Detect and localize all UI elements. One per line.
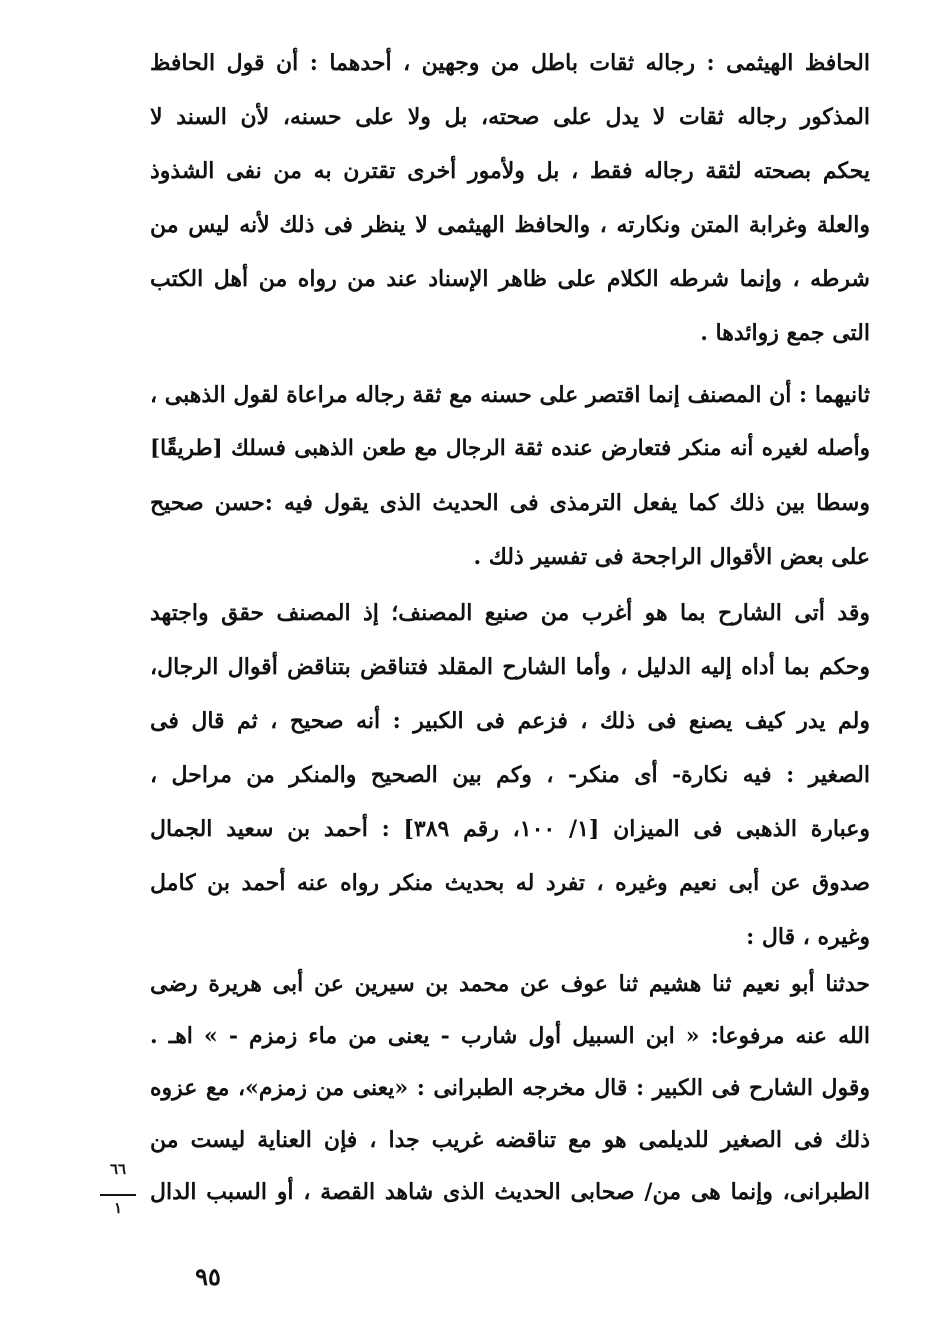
manuscript-folio-note bbox=[100, 1158, 136, 1218]
text-line: الصغير : فيه نكارة- أى منكر- ، وكم بين الصحيح والمنكر من مراحل ، bbox=[150, 762, 870, 788]
text-line: ولم يدر كيف يصنع فى ذلك ، فزعم فى الكبير : أنه صحيح ، ثم قال فى bbox=[150, 708, 870, 734]
paragraph-2 bbox=[150, 368, 870, 584]
text-line: وقول الشارح فى الكبير : قال مخرجه الطبرانى : «يعنى من زمزم»، مع عزوه bbox=[150, 1075, 870, 1101]
text-line: الله عنه مرفوعا: « ابن السبيل أول شارب - يعنى من ماء زمزم - » اهـ . bbox=[150, 1023, 870, 1049]
text-line: صدوق عن أبى نعيم وغيره ، تفرد له بحديث منكر رواه عنه أحمد بن كامل bbox=[150, 870, 870, 896]
text-line: شرطه ، وإنما شرطه الكلام على ظاهر الإسناد عند من رواه من أهل الكتب bbox=[150, 266, 870, 292]
paragraph-1 bbox=[150, 36, 870, 360]
folio-number: ٦٦ bbox=[109, 1160, 127, 1178]
text-line: وأصله لغيره أنه منكر فتعارض عنده ثقة الرجال مع طعن الذهبى فسلك [طريقًا] bbox=[150, 436, 870, 461]
text-line: ذلك فى الصغير للديلمى هو مع تناقضه غريب جدا ، فإن العناية ليست من bbox=[150, 1127, 870, 1153]
text-line: وسطا بين ذلك كما يفعل الترمذى فى الحديث الذى يقول فيه :حسن صحيح bbox=[150, 490, 870, 516]
text-line: وحكم بما أداه إليه الدليل ، وأما الشارح المقلد فتناقض بتناقض أقوال الرجال، bbox=[150, 654, 870, 680]
text-line: وعبارة الذهبى فى الميزان [١/ ١٠٠، رقم ٣٨٩] : أحمد بن سعيد الجمال bbox=[150, 816, 871, 842]
text-line: الحافظ الهيثمى : رجاله ثقات باطل من وجهين ، أحدهما : أن قول الحافظ bbox=[150, 50, 870, 76]
page-number: ٩٥ bbox=[195, 1262, 221, 1291]
text-line: حدثنا أبو نعيم ثنا هشيم ثنا عوف عن محمد بن سيرين عن أبى هريرة رضى bbox=[150, 971, 870, 997]
text-line: الطبرانى، وإنما هى من/ صحابى الحديث الذى شاهد القصة ، أو السبب الدال bbox=[150, 1179, 870, 1205]
text-line: يحكم بصحته لثقة رجاله فقط ، بل ولأمور أخرى تقترن به من نفى الشذوذ bbox=[150, 158, 870, 184]
folio-divider bbox=[100, 1194, 136, 1196]
text-line: وغيره ، قال : bbox=[746, 924, 870, 950]
text-line: المذكور رجاله ثقات لا يدل على صحته، بل ولا على حسنه، لأن السند لا bbox=[150, 104, 870, 130]
text-line: على بعض الأقوال الراجحة فى تفسير ذلك . bbox=[473, 544, 870, 570]
text-line: التى جمع زوائدها . bbox=[700, 320, 870, 346]
folio-side: ١ bbox=[113, 1199, 123, 1217]
paragraph-3 bbox=[150, 586, 870, 964]
text-line: ثانيهما : أن المصنف إنما اقتصر على حسنه مع ثقة رجاله مراعاة لقول الذهبى ، bbox=[150, 382, 870, 408]
text-line: والعلة وغرابة المتن ونكارته ، والحافظ الهيثمى لا ينظر فى ذلك لأنه ليس من bbox=[150, 212, 870, 238]
paragraph-4 bbox=[150, 958, 870, 1218]
text-line: وقد أتى الشارح بما هو أغرب من صنيع المصنف؛ إذ المصنف حقق واجتهد bbox=[150, 600, 870, 626]
